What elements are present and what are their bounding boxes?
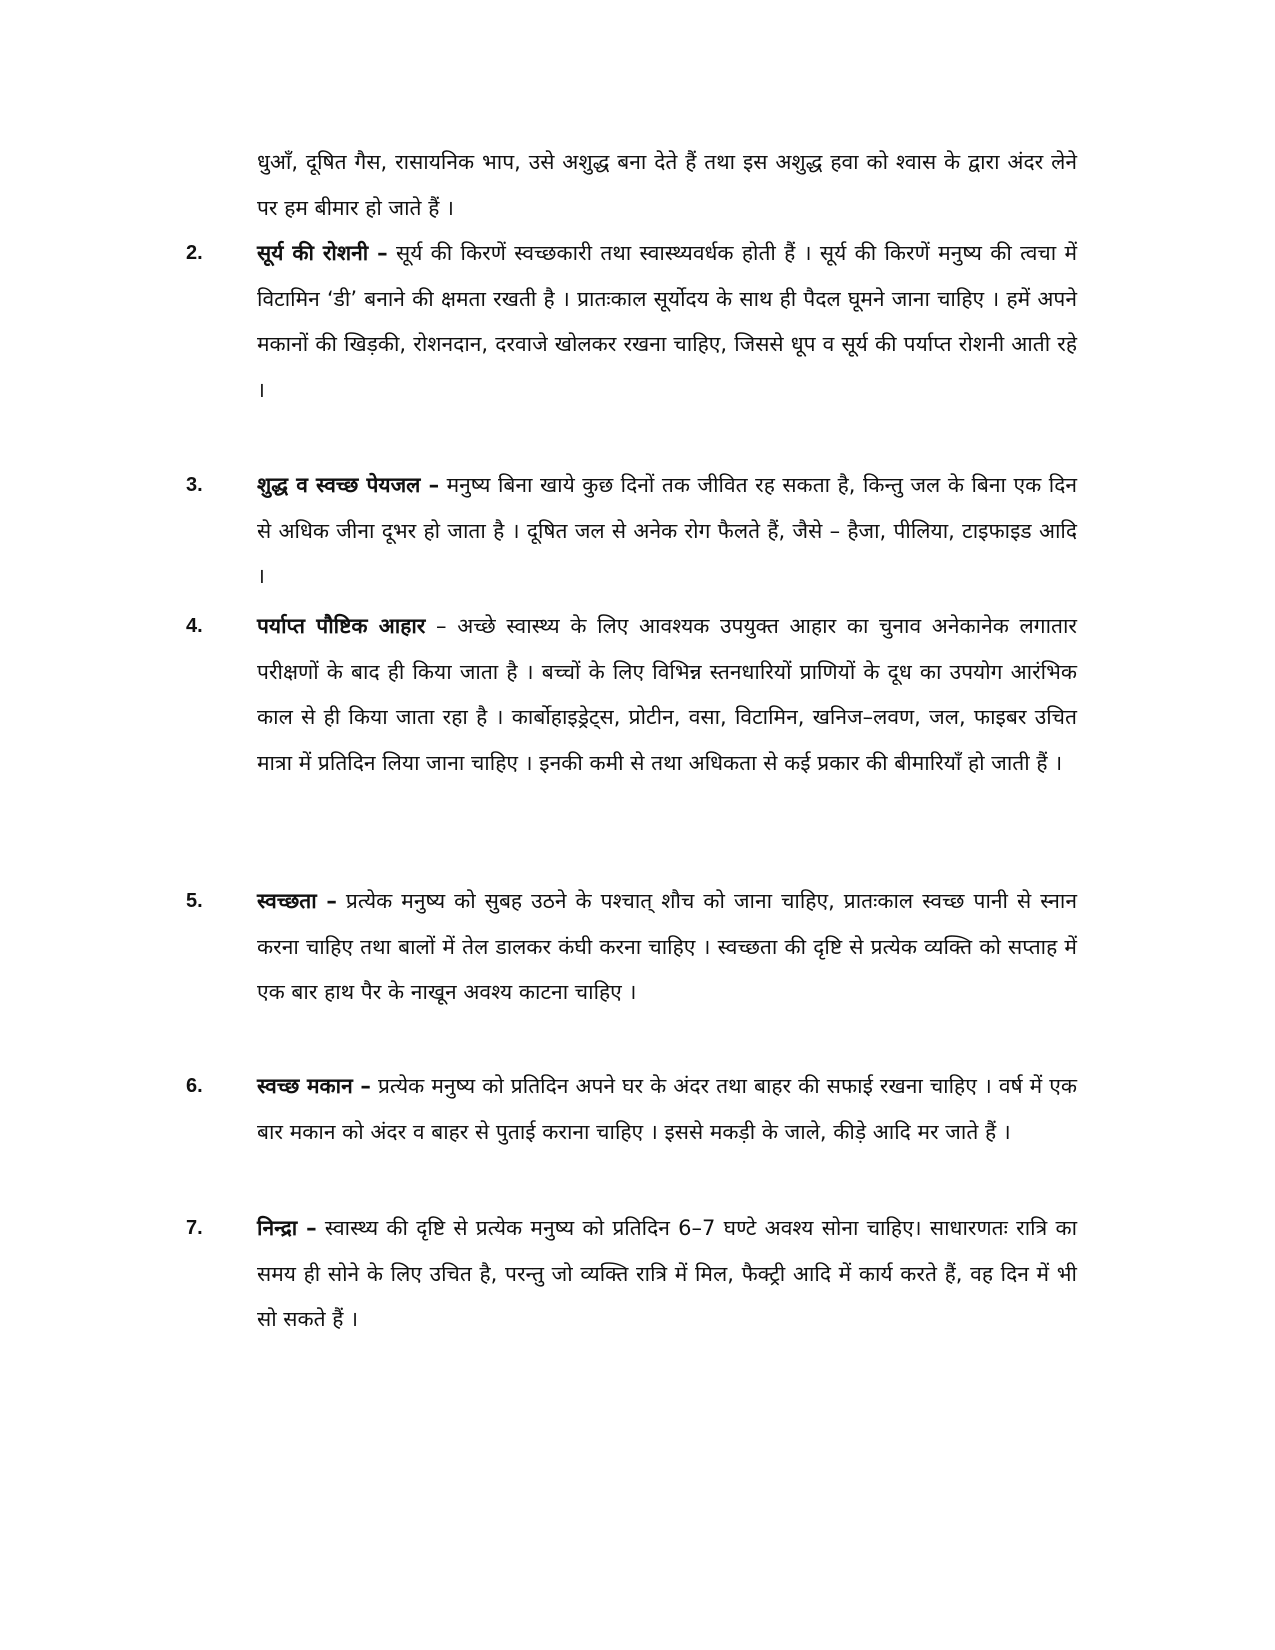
- item-number: 2.: [186, 242, 203, 264]
- item-heading: स्वच्छता –: [257, 889, 337, 913]
- item-body: [257, 1206, 1077, 1343]
- item-text: मनुष्य बिना खाये कुछ दिनों तक जीवित रह सकता है, किन्तु जल के बिना एक दिन से अधिक जीना दूभर हो जाता है । दूषित जल से अनेक रोग फैलते हैं, जैसे – हैजा, पीलिया, टाइफाइड आदि ।: [257, 473, 1077, 588]
- item-heading: पर्याप्त पौष्टिक आहार: [257, 614, 426, 638]
- item-number: 7.: [186, 1217, 203, 1239]
- item-text: सूर्य की किरणें स्वच्छकारी तथा स्वास्थ्यवर्धक होती हैं । सूर्य की किरणें मनुष्य की त्वचा में विटामिन ‘डी’ बनाने की क्षमता रखती है । प्रातःकाल सूर्योदय के साथ ही पैदल घूमने जाना चाहिए । हमें अपने मकानों की खिड़की, रोशनदान, दरवाजे खोलकर रखना चाहिए, जिससे धूप व सूर्य की पर्याप्त रोशनी आती रहे ।: [257, 241, 1078, 402]
- item-body: [257, 879, 1077, 1016]
- item-text: स्वास्थ्य की दृष्टि से प्रत्येक मनुष्य को प्रतिदिन 6–7 घण्टे अवश्य सोना चाहिए। साधारणतः रात्रि का समय ही सोने के लिए उचित है, परन्तु जो व्यक्ति रात्रि में मिल, फैक्ट्री आदि में कार्य करते हैं, वह दिन में भी सो सकते हैं ।: [257, 1216, 1078, 1331]
- item-number: 3.: [186, 474, 203, 496]
- item-number: 4.: [186, 615, 203, 637]
- item-heading: शुद्ध व स्वच्छ पेयजल –: [257, 473, 440, 497]
- item-text: प्रत्येक मनुष्य को प्रतिदिन अपने घर के अंदर तथा बाहर की सफाई रखना चाहिए । वर्ष में एक बार मकान को अंदर व बाहर से पुताई कराना चाहिए । इससे मकड़ी के जाले, कीड़े आदि मर जाते हैं ।: [257, 1074, 1078, 1144]
- item-text: – अच्छे स्वास्थ्य के लिए आवश्यक उपयुक्त आहार का चुनाव अनेकानेक लगातार परीक्षणों के बाद ही किया जाता है । बच्चों के लिए विभिन्न स्तनधारियों प्राणियों के दूध का उपयोग आरंभिक काल से ही किया जाता रहा है । कार्बोहाइड्रेट्स, प्रोटीन, वसा, विटामिन, खनिज–लवण, जल, फाइबर उचित मात्रा में प्रतिदिन लिया जाना चाहिए । इनकी कमी से तथा अधिकता से कई प्रकार की बीमारियाँ हो जाती हैं ।: [257, 614, 1078, 775]
- item-body: [257, 604, 1077, 786]
- item-number: 6.: [186, 1075, 203, 1097]
- item-body: [257, 463, 1077, 600]
- item-heading: सूर्य की रोशनी –: [257, 241, 388, 265]
- item-body: [257, 231, 1077, 413]
- intro-paragraph: धुआँ, दूषित गैस, रासायनिक भाप, उसे अशुद्ध बना देते हैं तथा इस अशुद्ध हवा को श्वास के द्वारा अंदर लेने पर हम बीमार हो जाते हैं ।: [257, 150, 1077, 220]
- item-body: [257, 1064, 1077, 1155]
- item-heading: निन्द्रा –: [257, 1216, 317, 1240]
- item-heading: स्वच्छ मकान –: [257, 1074, 371, 1098]
- item-number: 5.: [186, 890, 203, 912]
- item-text: प्रत्येक मनुष्य को सुबह उठने के पश्चात् शौच को जाना चाहिए, प्रातःकाल स्वच्छ पानी से स्नान करना चाहिए तथा बालों में तेल डालकर कंघी करना चाहिए । स्वच्छता की दृष्टि से प्रत्येक व्यक्ति को सप्ताह में एक बार हाथ पैर के नाखून अवश्य काटना चाहिए ।: [257, 889, 1077, 1004]
